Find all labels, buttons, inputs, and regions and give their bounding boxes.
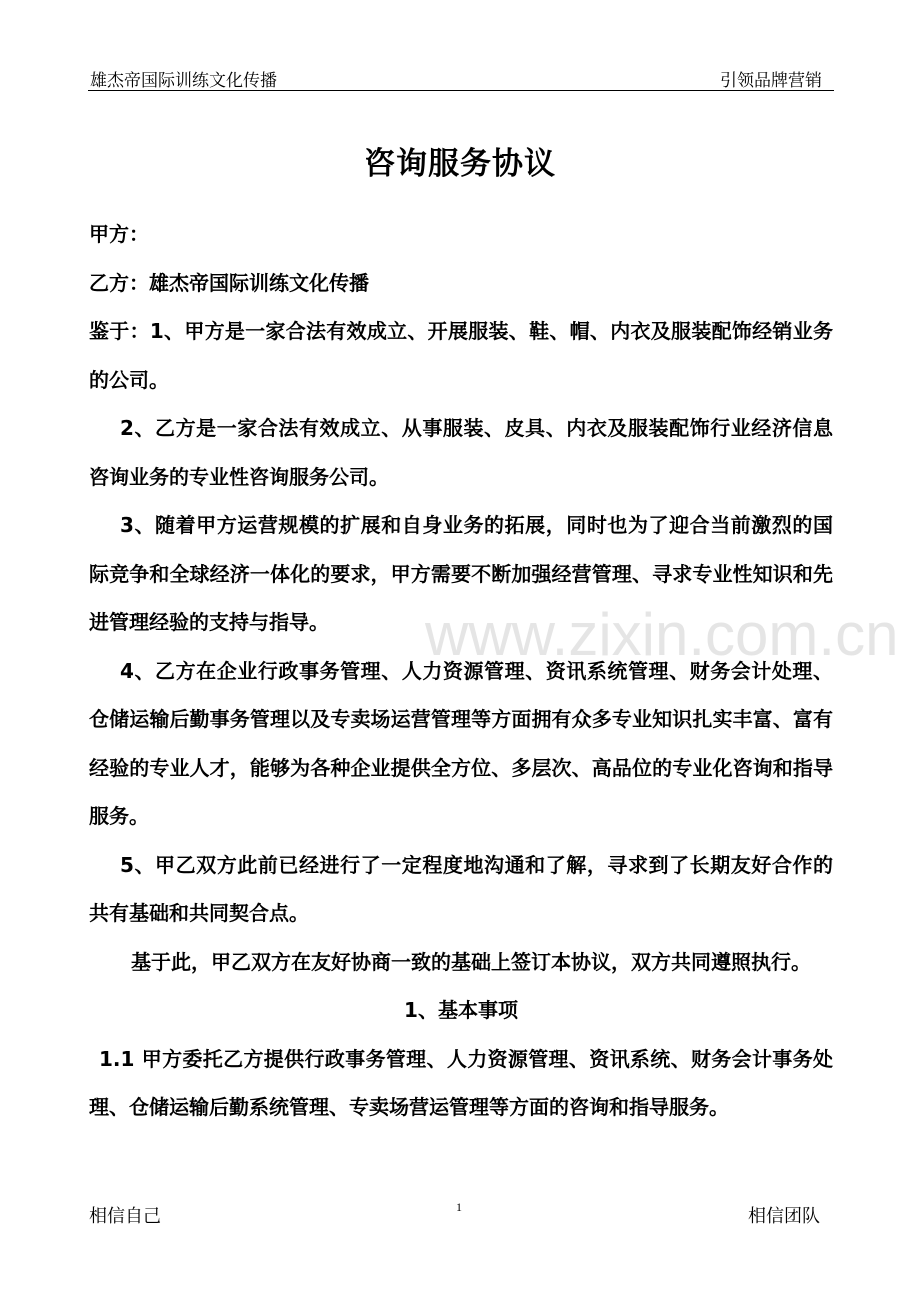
recital-3: 3、随着甲方运营规模的扩展和自身业务的拓展，同时也为了迎合当前激烈的国际竞争和全球经济一体化的要求，甲方需要不断加强经营管理、寻求专业性知识和先进管理经验的支持与指导。	[89, 513, 833, 634]
document-title: 咨询服务协议	[364, 146, 556, 182]
section-heading-1: 1、基本事项	[404, 998, 518, 1022]
watermark: www.zixin.com.cn	[425, 601, 899, 668]
party-b-line: 乙方：雄杰帝国际训练文化传播	[89, 270, 369, 295]
footer-right: 相信团队	[748, 1206, 820, 1227]
document-body	[89, 210, 833, 1132]
party-a-line: 甲方：	[89, 222, 149, 246]
page-number: 1	[456, 1200, 462, 1214]
recital-4: 4、乙方在企业行政事务管理、人力资源管理、资讯系统管理、财务会计处理、仓储运输后勤事务管理以及专卖场运营管理等方面拥有众多专业知识扎实丰富、富有经验的专业人才，能够为各种企业提供全方位、多层次、高品位的专业化咨询和指导服务。	[89, 658, 833, 828]
page-header	[88, 64, 834, 91]
clause-1-1: 1.1 甲方委托乙方提供行政事务管理、人力资源管理、资讯系统、财务会计事务处理、仓储运输后勤系统管理、专卖场营运管理等方面的咨询和指导服务。	[89, 1046, 833, 1119]
recital-5: 5、甲乙双方此前已经进行了一定程度地沟通和了解，寻求到了长期友好合作的共有基础和共同契合点。	[89, 852, 833, 925]
agreement-statement: 基于此，甲乙双方在友好协商一致的基础上签订本协议，双方共同遵照执行。	[131, 949, 811, 974]
recital-2: 2、乙方是一家合法有效成立、从事服装、皮具、内衣及服装配饰行业经济信息咨询业务的专业性咨询服务公司。	[89, 416, 833, 489]
recital-1: 鉴于：1、甲方是一家合法有效成立、开展服装、鞋、帽、内衣及服装配饰经销业务的公司。	[89, 319, 833, 392]
header-company: 雄杰帝国际训练文化传播	[90, 71, 277, 91]
header-slogan: 引领品牌营销	[720, 71, 822, 91]
footer-left: 相信自己	[89, 1206, 161, 1227]
